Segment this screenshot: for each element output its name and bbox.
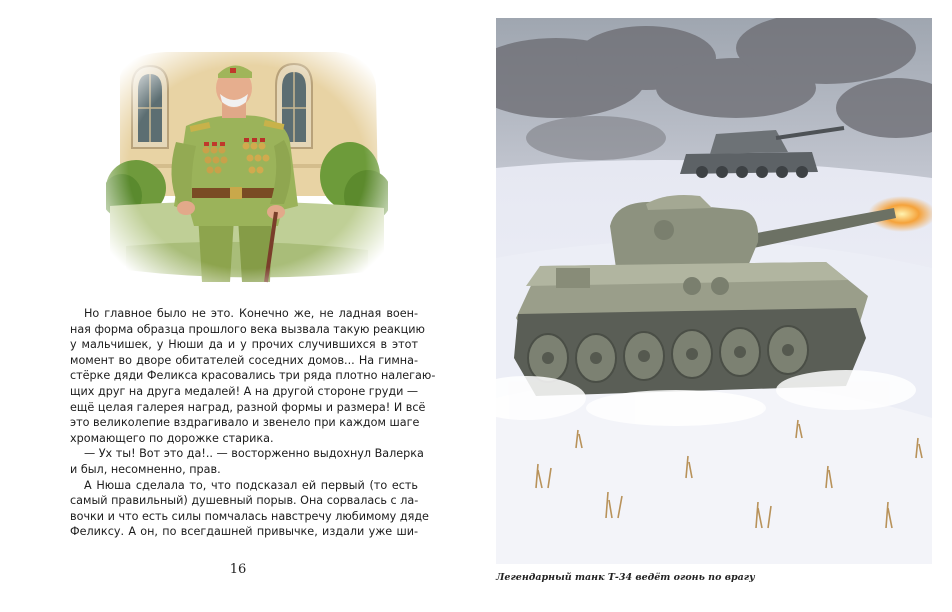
page-number: 16	[229, 562, 247, 577]
veteran-illustration	[106, 46, 388, 288]
body-text	[70, 306, 436, 540]
text-line: А Нюша сделала то, что подсказал ей первый (то есть	[84, 478, 418, 492]
right-page	[476, 0, 952, 612]
illustration-caption: Легендарный танк Т-34 ведёт огонь по врагу	[496, 572, 755, 583]
text-line: момент во дворе обитателей соседних домов... На гимна-	[70, 353, 418, 367]
text-line: самый правильный) душевный порыв. Она сорвалась с ла-	[70, 494, 419, 508]
text-line: — Ух ты! Вот это да!.. — восторженно выдохнул Валерка	[84, 447, 424, 461]
text-line: стёрке дяди Феликса красовались три ряда плотно налегаю-	[70, 369, 436, 383]
text-line: щих друг на друга медалей! А на другой стороне груди —	[70, 384, 419, 398]
text-line: ная форма образца прошлого века вызвала такую реакцию	[70, 322, 425, 336]
text-line: вочки и что есть силы помчалась навстречу любимому дяде	[70, 509, 429, 523]
text-line: и был, несомненно, прав.	[70, 462, 221, 476]
text-line: это великолепие вздрагивало и звенело при каждом шаге	[70, 416, 420, 430]
text-line: Феликсу. А он, по всегдашней привычке, издали уже ши-	[70, 525, 418, 539]
text-line: хромающего по дорожке старика.	[70, 431, 274, 445]
text-line: у мальчишек, у Нюши да и у прочих случившихся в этот	[70, 338, 418, 352]
text-line: Но главное было не это. Конечно же, не ладная воен-	[84, 307, 418, 320]
tank-illustration	[496, 18, 932, 564]
text-line: ещё целая галерея наград, разной формы и размера! И всё	[70, 400, 426, 414]
